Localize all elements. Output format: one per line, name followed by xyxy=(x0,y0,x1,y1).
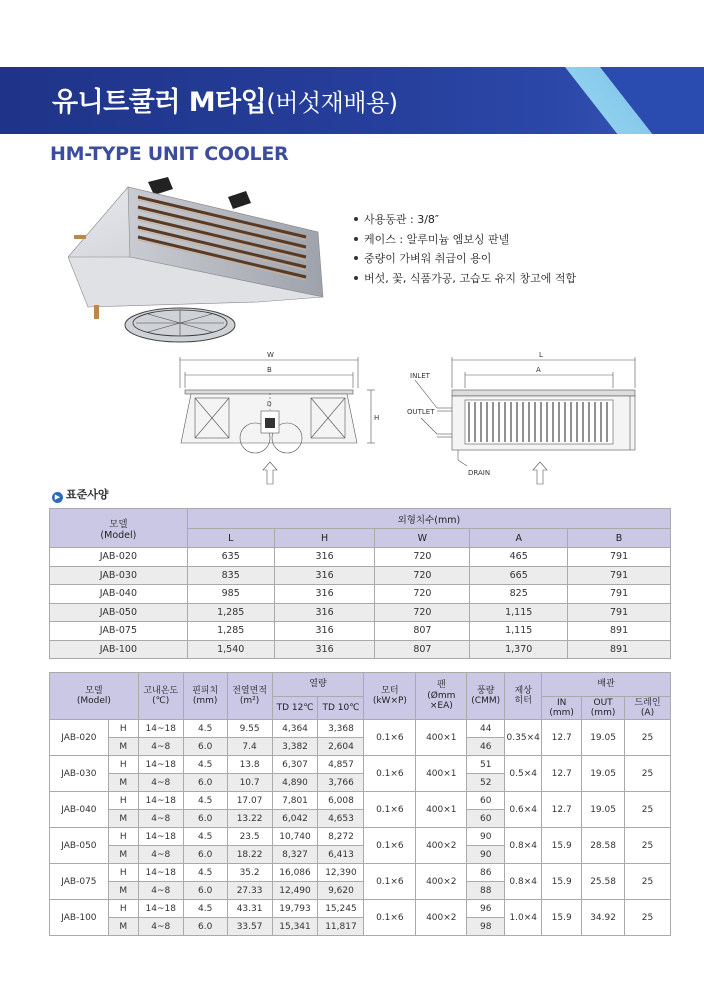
cell-a: 1,115 xyxy=(470,622,568,641)
cell-area: 17.07 xyxy=(227,792,272,810)
cell-td10: 15,245 xyxy=(318,900,364,918)
feature-text: 케이스 : 알루미늄 엠보싱 판넬 xyxy=(364,232,510,246)
cell-in: 12.7 xyxy=(542,792,582,828)
cell-flow: 90 xyxy=(467,846,505,864)
header-b: B xyxy=(568,529,671,548)
cell-fin: 6.0 xyxy=(183,738,227,756)
cell-w: 720 xyxy=(375,566,470,585)
inlet-label: INLET xyxy=(410,372,430,380)
cell-fin: 4.5 xyxy=(183,828,227,846)
cell-model: JAB-075 xyxy=(50,864,109,900)
cell-type: H xyxy=(108,864,138,882)
cell-drain: 25 xyxy=(625,900,671,936)
cell-area: 13.22 xyxy=(227,810,272,828)
feature-item xyxy=(352,269,576,289)
cell-td10: 9,620 xyxy=(318,882,364,900)
dim-label-l: L xyxy=(539,351,543,359)
cell-a: 665 xyxy=(470,566,568,585)
cell-model: JAB-075 xyxy=(50,622,188,641)
cell-model: JAB-040 xyxy=(50,585,188,604)
header-out: OUT (mm) xyxy=(582,697,625,720)
cell-fin: 6.0 xyxy=(183,810,227,828)
cell-h: 316 xyxy=(274,640,375,659)
header-td12: TD 12℃ xyxy=(272,697,318,720)
page-title-main: 유니트쿨러 M타입 xyxy=(52,87,267,118)
cell-td10: 4,653 xyxy=(318,810,364,828)
cell-out: 19.05 xyxy=(582,792,625,828)
cell-w: 720 xyxy=(375,603,470,622)
cell-model: JAB-030 xyxy=(50,756,109,792)
cell-area: 9.55 xyxy=(227,720,272,738)
cell-td10: 6,008 xyxy=(318,792,364,810)
cell-out: 25.58 xyxy=(582,864,625,900)
page-title-sub: (버섯재배용) xyxy=(266,89,398,117)
table-row xyxy=(50,900,671,918)
page-subtitle: HM-TYPE UNIT COOLER xyxy=(50,143,289,165)
cell-drain: 25 xyxy=(625,792,671,828)
cell-w: 720 xyxy=(375,548,470,567)
cell-defrost: 0.5×4 xyxy=(505,756,542,792)
cell-l: 1,285 xyxy=(187,622,274,641)
cell-defrost: 0.8×4 xyxy=(505,864,542,900)
cell-temp: 4~8 xyxy=(138,846,183,864)
cell-b: 791 xyxy=(568,585,671,604)
header-area: 전열면적 (m²) xyxy=(227,673,272,720)
table-row xyxy=(50,864,671,882)
cell-td12: 3,382 xyxy=(272,738,318,756)
cell-flow: 60 xyxy=(467,792,505,810)
cell-flow: 96 xyxy=(467,900,505,918)
play-icon: ▶ xyxy=(52,492,63,503)
cell-area: 10.7 xyxy=(227,774,272,792)
cell-type: H xyxy=(108,792,138,810)
cell-l: 985 xyxy=(187,585,274,604)
cell-model: JAB-100 xyxy=(50,640,188,659)
cell-flow: 88 xyxy=(467,882,505,900)
header-h: H xyxy=(274,529,375,548)
table-row xyxy=(50,720,671,738)
table-row xyxy=(50,566,671,585)
cell-td12: 16,086 xyxy=(272,864,318,882)
cell-area: 7.4 xyxy=(227,738,272,756)
feature-text: 사용동관 : 3/8″ xyxy=(364,213,440,226)
cell-w: 720 xyxy=(375,585,470,604)
cell-temp: 14~18 xyxy=(138,756,183,774)
cell-fan: 400×1 xyxy=(416,792,467,828)
cell-in: 15.9 xyxy=(542,828,582,864)
cell-model: JAB-050 xyxy=(50,603,188,622)
cell-td12: 4,890 xyxy=(272,774,318,792)
feature-text: 중량이 가벼워 취급이 용이 xyxy=(364,252,492,265)
header-flow: 풍량 (CMM) xyxy=(467,673,505,720)
cell-motor: 0.1×6 xyxy=(364,828,416,864)
cell-area: 13.8 xyxy=(227,756,272,774)
cell-type: M xyxy=(108,846,138,864)
cell-model: JAB-030 xyxy=(50,566,188,585)
cell-type: H xyxy=(108,756,138,774)
cell-fan: 400×1 xyxy=(416,720,467,756)
cell-in: 15.9 xyxy=(542,900,582,936)
feature-text: 버섯, 꽃, 식품가공, 고습도 유지 창고에 적합 xyxy=(364,271,577,285)
cell-h: 316 xyxy=(274,566,375,585)
cell-drain: 25 xyxy=(625,828,671,864)
cell-b: 791 xyxy=(568,566,671,585)
cell-fan: 400×1 xyxy=(416,756,467,792)
cell-l: 835 xyxy=(187,566,274,585)
cell-b: 791 xyxy=(568,548,671,567)
cell-fin: 4.5 xyxy=(183,864,227,882)
table-row xyxy=(50,640,671,659)
cell-area: 18.22 xyxy=(227,846,272,864)
cell-fin: 6.0 xyxy=(183,918,227,936)
cell-temp: 4~8 xyxy=(138,738,183,756)
cell-h: 316 xyxy=(274,548,375,567)
feature-item xyxy=(352,249,576,269)
cell-drain: 25 xyxy=(625,756,671,792)
cell-motor: 0.1×6 xyxy=(364,900,416,936)
dim-label-b: B xyxy=(267,366,272,374)
header-model: 모델 (Model) xyxy=(50,509,188,548)
outlet-label: OUTLET xyxy=(407,408,435,416)
table-row xyxy=(50,828,671,846)
cell-td12: 6,307 xyxy=(272,756,318,774)
cell-w: 807 xyxy=(375,640,470,659)
cell-motor: 0.1×6 xyxy=(364,792,416,828)
cell-td10: 12,390 xyxy=(318,864,364,882)
cell-td12: 7,801 xyxy=(272,792,318,810)
header-w: W xyxy=(375,529,470,548)
header-drain: 드레인 (A) xyxy=(625,697,671,720)
cell-in: 15.9 xyxy=(542,864,582,900)
header-in: IN (mm) xyxy=(542,697,582,720)
cell-drain: 25 xyxy=(625,864,671,900)
cell-fin: 4.5 xyxy=(183,720,227,738)
cell-type: M xyxy=(108,738,138,756)
cell-td10: 3,766 xyxy=(318,774,364,792)
dim-label-d: D xyxy=(267,401,272,408)
cell-a: 1,115 xyxy=(470,603,568,622)
cell-in: 12.7 xyxy=(542,756,582,792)
cell-temp: 4~8 xyxy=(138,810,183,828)
cell-h: 316 xyxy=(274,622,375,641)
cell-temp: 14~18 xyxy=(138,828,183,846)
feature-item xyxy=(352,230,576,250)
cell-model: JAB-020 xyxy=(50,548,188,567)
unit-cooler-photo xyxy=(68,177,338,347)
cell-l: 635 xyxy=(187,548,274,567)
cell-drain: 25 xyxy=(625,720,671,756)
cell-type: M xyxy=(108,810,138,828)
cell-type: H xyxy=(108,720,138,738)
cell-td10: 3,368 xyxy=(318,720,364,738)
cell-b: 891 xyxy=(568,640,671,659)
header-defrost: 제상 히터 xyxy=(505,673,542,720)
header-fin: 핀피치 (mm) xyxy=(183,673,227,720)
feature-list xyxy=(352,210,576,288)
cell-fin: 6.0 xyxy=(183,774,227,792)
cell-temp: 4~8 xyxy=(138,918,183,936)
feature-item xyxy=(352,210,576,230)
header-motor: 모터 (kW×P) xyxy=(364,673,416,720)
cell-td12: 12,490 xyxy=(272,882,318,900)
header-temp: 고내온도 (℃) xyxy=(138,673,183,720)
cell-w: 807 xyxy=(375,622,470,641)
cell-out: 19.05 xyxy=(582,756,625,792)
cell-type: H xyxy=(108,900,138,918)
table-row xyxy=(50,792,671,810)
cell-td12: 6,042 xyxy=(272,810,318,828)
cell-out: 34.92 xyxy=(582,900,625,936)
cell-temp: 4~8 xyxy=(138,774,183,792)
cell-fin: 4.5 xyxy=(183,756,227,774)
cell-td10: 6,413 xyxy=(318,846,364,864)
cell-defrost: 1.0×4 xyxy=(505,900,542,936)
dim-label-w: W xyxy=(267,351,274,359)
cell-out: 19.05 xyxy=(582,720,625,756)
cell-type: M xyxy=(108,882,138,900)
cell-type: H xyxy=(108,828,138,846)
header-fan: 팬 (Ømm ×EA) xyxy=(416,673,467,720)
cell-in: 12.7 xyxy=(542,720,582,756)
cell-area: 23.5 xyxy=(227,828,272,846)
cell-td10: 4,857 xyxy=(318,756,364,774)
cell-b: 891 xyxy=(568,622,671,641)
cell-temp: 14~18 xyxy=(138,864,183,882)
cell-td12: 19,793 xyxy=(272,900,318,918)
cell-a: 825 xyxy=(470,585,568,604)
table-row xyxy=(50,585,671,604)
cell-flow: 90 xyxy=(467,828,505,846)
header-dimensions: 외형치수(mm) xyxy=(187,509,670,529)
header-a: A xyxy=(470,529,568,548)
cell-motor: 0.1×6 xyxy=(364,756,416,792)
cell-fan: 400×2 xyxy=(416,864,467,900)
cell-l: 1,540 xyxy=(187,640,274,659)
cell-td12: 8,327 xyxy=(272,846,318,864)
cell-flow: 52 xyxy=(467,774,505,792)
cell-area: 35.2 xyxy=(227,864,272,882)
cell-flow: 60 xyxy=(467,810,505,828)
cell-type: M xyxy=(108,918,138,936)
cell-flow: 46 xyxy=(467,738,505,756)
header-l: L xyxy=(187,529,274,548)
cell-a: 465 xyxy=(470,548,568,567)
table-row xyxy=(50,756,671,774)
drain-label: DRAIN xyxy=(468,469,491,477)
section-title-text: 표준사양 xyxy=(66,488,109,501)
header-heat: 열량 xyxy=(272,673,364,697)
cell-td12: 15,341 xyxy=(272,918,318,936)
cell-td10: 11,817 xyxy=(318,918,364,936)
dimension-diagram xyxy=(175,348,675,488)
cell-flow: 86 xyxy=(467,864,505,882)
cell-temp: 14~18 xyxy=(138,720,183,738)
cell-temp: 14~18 xyxy=(138,900,183,918)
header-td10: TD 10℃ xyxy=(318,697,364,720)
cell-area: 43.31 xyxy=(227,900,272,918)
dim-label-h: H xyxy=(374,414,380,422)
cell-model: JAB-020 xyxy=(50,720,109,756)
cell-fan: 400×2 xyxy=(416,828,467,864)
dim-label-a: A xyxy=(536,366,541,374)
cell-fin: 4.5 xyxy=(183,900,227,918)
title-banner xyxy=(0,67,704,134)
cell-fin: 6.0 xyxy=(183,846,227,864)
cell-model: JAB-050 xyxy=(50,828,109,864)
cell-model: JAB-100 xyxy=(50,900,109,936)
cell-defrost: 0.8×4 xyxy=(505,828,542,864)
cell-model: JAB-040 xyxy=(50,792,109,828)
cell-temp: 14~18 xyxy=(138,792,183,810)
table-row xyxy=(50,622,671,641)
table-row xyxy=(50,548,671,567)
cell-flow: 44 xyxy=(467,720,505,738)
cell-fan: 400×2 xyxy=(416,900,467,936)
cell-td12: 4,364 xyxy=(272,720,318,738)
dimension-table xyxy=(49,508,671,659)
cell-td10: 8,272 xyxy=(318,828,364,846)
page-title xyxy=(52,80,398,119)
cell-motor: 0.1×6 xyxy=(364,864,416,900)
cell-h: 316 xyxy=(274,603,375,622)
cell-l: 1,285 xyxy=(187,603,274,622)
cell-out: 28.58 xyxy=(582,828,625,864)
cell-defrost: 0.35×4 xyxy=(505,720,542,756)
cell-b: 791 xyxy=(568,603,671,622)
cell-flow: 51 xyxy=(467,756,505,774)
header-piping: 배관 xyxy=(542,673,671,697)
cell-type: M xyxy=(108,774,138,792)
header-model: 모델 (Model) xyxy=(50,673,139,720)
cell-td12: 10,740 xyxy=(272,828,318,846)
cell-area: 33.57 xyxy=(227,918,272,936)
section-title xyxy=(52,486,109,503)
cell-fin: 4.5 xyxy=(183,792,227,810)
table-row xyxy=(50,603,671,622)
cell-defrost: 0.6×4 xyxy=(505,792,542,828)
cell-td10: 2,604 xyxy=(318,738,364,756)
cell-temp: 4~8 xyxy=(138,882,183,900)
spec-table xyxy=(49,672,671,936)
cell-area: 27.33 xyxy=(227,882,272,900)
cell-a: 1,370 xyxy=(470,640,568,659)
cell-fin: 6.0 xyxy=(183,882,227,900)
cell-flow: 98 xyxy=(467,918,505,936)
cell-h: 316 xyxy=(274,585,375,604)
cell-motor: 0.1×6 xyxy=(364,720,416,756)
